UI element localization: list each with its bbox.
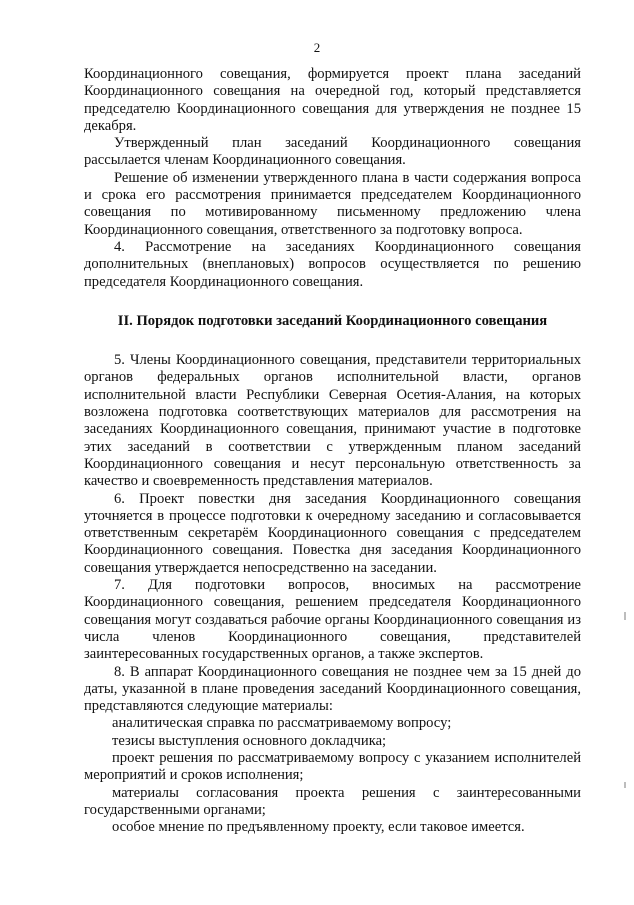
document-body [84,66,581,836]
scan-mark [624,612,626,620]
list-item: особое мнение по предъявленному проекту, если таковое имеется. [112,819,525,836]
paragraph: 5. Члены Координационного совещания, представители территориальных органов федеральных органов исполнительной власти, органов исполнительной власти Республики Северная Осетия-Алания, на которых возложена подготовка соответствующих материалов для рассмотрения на заседаниях Координационного совещания, принимают участие в подготовке этих заседаний в соответствии с утвержденным планом заседаний Координационного совещания и несут персональную ответственность за качество и своевременность представления материалов. [84,352,581,490]
paragraph: 8. В аппарат Координационного совещания не позднее чем за 15 дней до даты, указанной в плане проведения заседаний Координационного совещания, представляются следующие материалы: [84,663,581,715]
paragraph: Координационного совещания, формируется проект плана заседаний Координационного совещания на очередной год, который представляется председателю Координационного совещания для утверждения не позднее 15 декабря. [84,66,581,134]
list-item: тезисы выступления основного докладчика; [112,732,387,749]
paragraph: 4. Рассмотрение на заседаниях Координационного совещания дополнительных (внеплановых) вопросов осуществляется по решению председателя Координационного совещания. [84,238,581,290]
list-item: материалы согласования проекта решения с заинтересованными государственными органами; [84,784,581,818]
scan-mark [624,782,626,788]
list-item: проект решения по рассматриваемому вопросу с указанием исполнителей мероприятий и сроков исполнения; [84,749,581,784]
list-item: аналитическая справка по рассматриваемому вопросу; [112,715,452,732]
paragraph: 6. Проект повестки дня заседания Координационного совещания уточняется в процессе подготовки к очередному заседанию и согласовывается ответственным секретарём Координационного совещания с председателем Координационного совещания. Повестка дня заседания Координационного совещания утверждается непосредственно на заседании. [84,490,581,576]
paragraph: Утвержденный план заседаний Координационного совещания рассылается членам Координационного совещания. [84,135,581,169]
paragraph: 7. Для подготовки вопросов, вносимых на рассмотрение Координационного совещания, решением председателя Координационного совещания могут создаваться рабочие органы Координационного совещания из числа членов Координационного совещания, представителей заинтересованных государственных органов, а также экспертов. [84,577,581,663]
paragraph: Решение об изменении утвержденного плана в части содержания вопроса и срока его рассмотрения принимается председателем Координационного совещания по мотивированному письменному предложению члена Координационного совещания, ответственного за подготовку вопроса. [84,169,581,238]
page-number: 2 [313,40,321,55]
section-heading: II. Порядок подготовки заседаний Координационного совещания [117,312,548,329]
